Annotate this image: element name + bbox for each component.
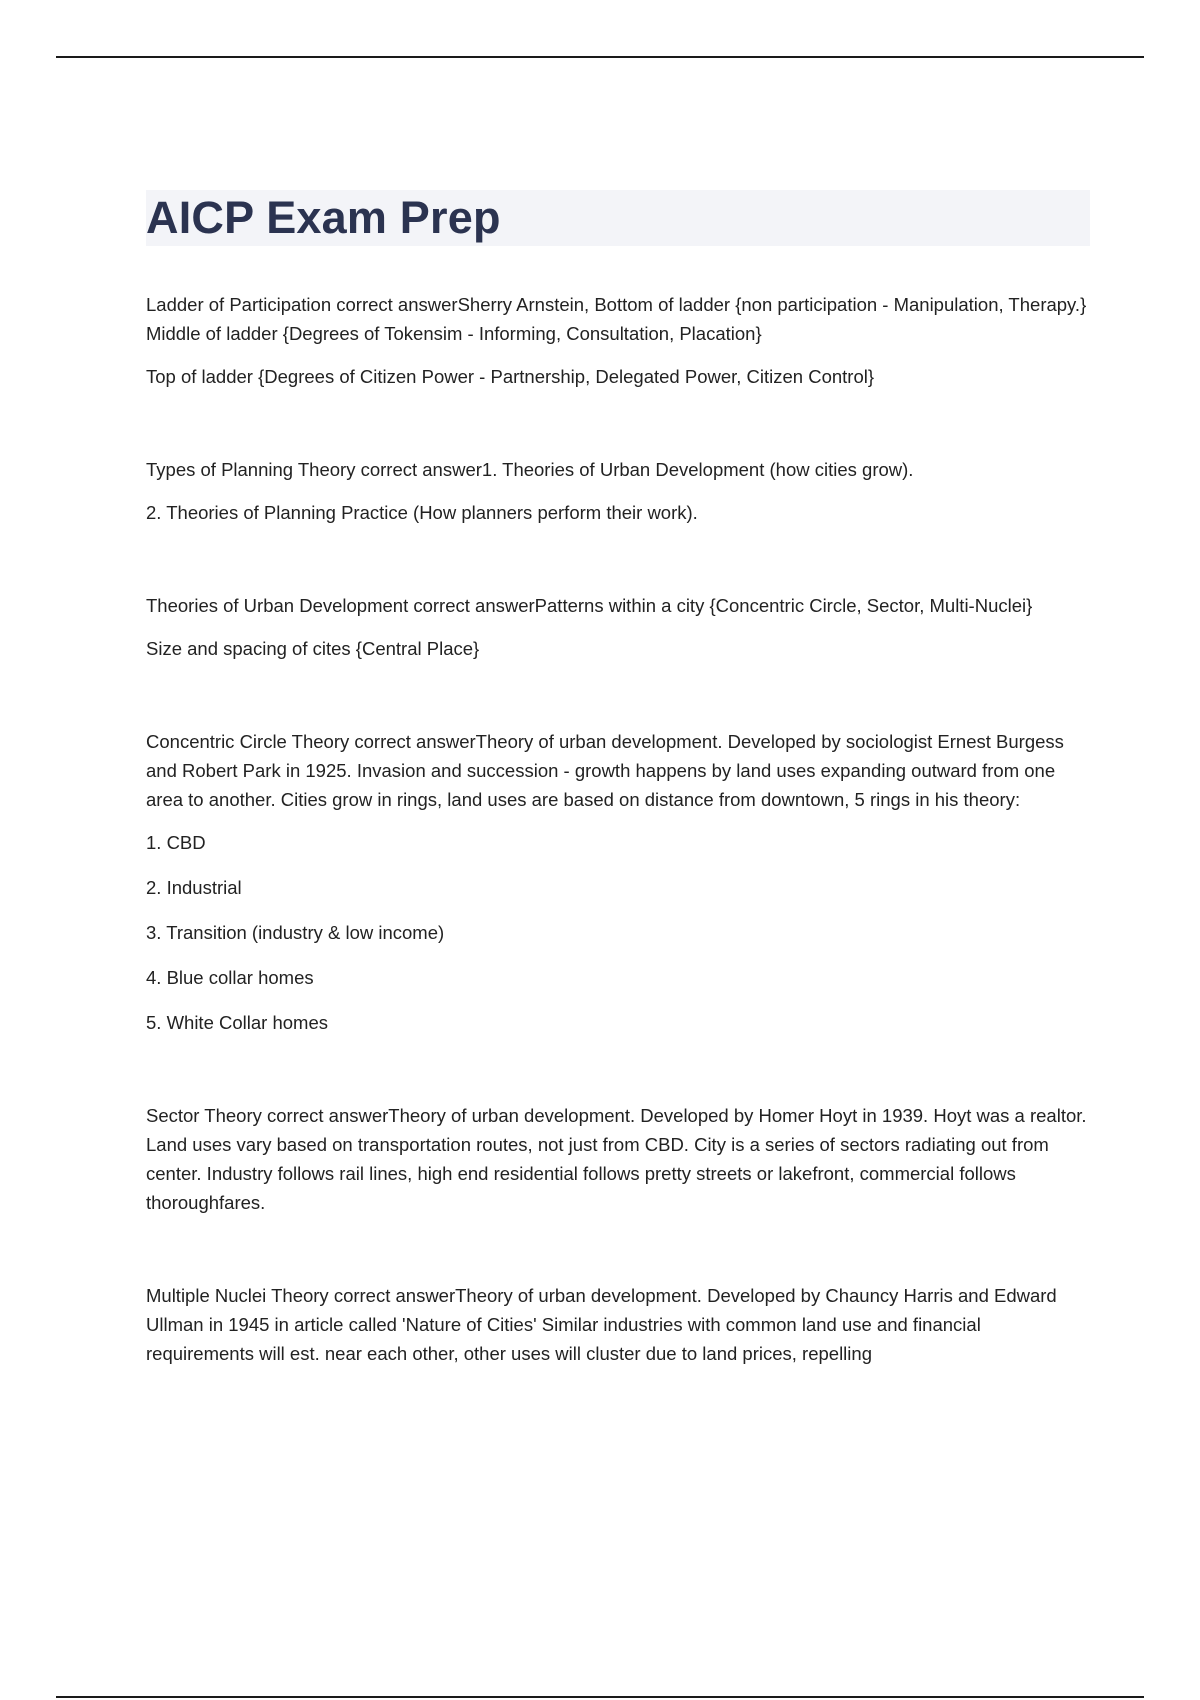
header-rule — [56, 56, 1144, 58]
qa-text: Sector Theory correct answerTheory of urban development. Developed by Homer Hoyt in 1939. Hoyt was a realtor. Land uses vary based on transportation routes, not just from CBD. City is a series of sectors radiating out from center. Industry follows rail lines, high end residential follows pretty streets or lakefront, commercial follows thoroughfares. — [146, 1105, 1087, 1213]
qa-entry-multiple-nuclei-theory — [146, 1281, 1090, 1368]
list-item: 1. CBD — [146, 832, 206, 853]
qa-text: Size and spacing of cites {Central Place} — [146, 638, 480, 659]
qa-list — [146, 290, 1090, 1368]
qa-entry-sector-theory — [146, 1101, 1090, 1217]
rings-list — [146, 828, 1090, 1037]
qa-entry-types-of-planning-theory — [146, 455, 1090, 527]
qa-text: 2. Theories of Planning Practice (How planners perform their work). — [146, 502, 698, 523]
qa-text: Multiple Nuclei Theory correct answerTheory of urban development. Developed by Chauncy Harris and Edward Ullman in 1945 in article called 'Nature of Cities' Similar industries with common land use and financial requirements will est. near each other, other uses will cluster due to land prices, repelling — [146, 1285, 1057, 1364]
qa-text: Top of ladder {Degrees of Citizen Power - Partnership, Delegated Power, Citizen Control} — [146, 366, 875, 387]
qa-text: Concentric Circle Theory correct answerTheory of urban development. Developed by sociologist Ernest Burgess and Robert Park in 1925. Invasion and succession - growth happens by land uses expanding outward from one area to another. Cities grow in rings, land uses are based on distance from downtown, 5 rings in his theory: — [146, 731, 1064, 810]
qa-text: Types of Planning Theory correct answer1. Theories of Urban Development (how cities grow). — [146, 459, 914, 480]
title-band — [146, 190, 1090, 246]
qa-text: Theories of Urban Development correct answerPatterns within a city {Concentric Circle, Sector, Multi-Nuclei} — [146, 595, 1033, 616]
document-title: AICP Exam Prep — [146, 192, 501, 243]
footer-rule — [56, 1696, 1144, 1698]
qa-text: Ladder of Participation correct answerSherry Arnstein, Bottom of ladder {non participation - Manipulation, Therapy.} Middle of ladder {Degrees of Tokensim - Informing, Consultation, Placation} — [146, 294, 1087, 344]
qa-entry-concentric-circle-theory — [146, 727, 1090, 1037]
qa-entry-theories-of-urban-development — [146, 591, 1090, 663]
qa-entry-ladder-of-participation — [146, 290, 1090, 391]
list-item: 2. Industrial — [146, 877, 242, 898]
document-body — [146, 190, 1090, 1414]
list-item: 3. Transition (industry & low income) — [146, 922, 445, 943]
list-item: 4. Blue collar homes — [146, 967, 314, 988]
list-item: 5. White Collar homes — [146, 1012, 328, 1033]
